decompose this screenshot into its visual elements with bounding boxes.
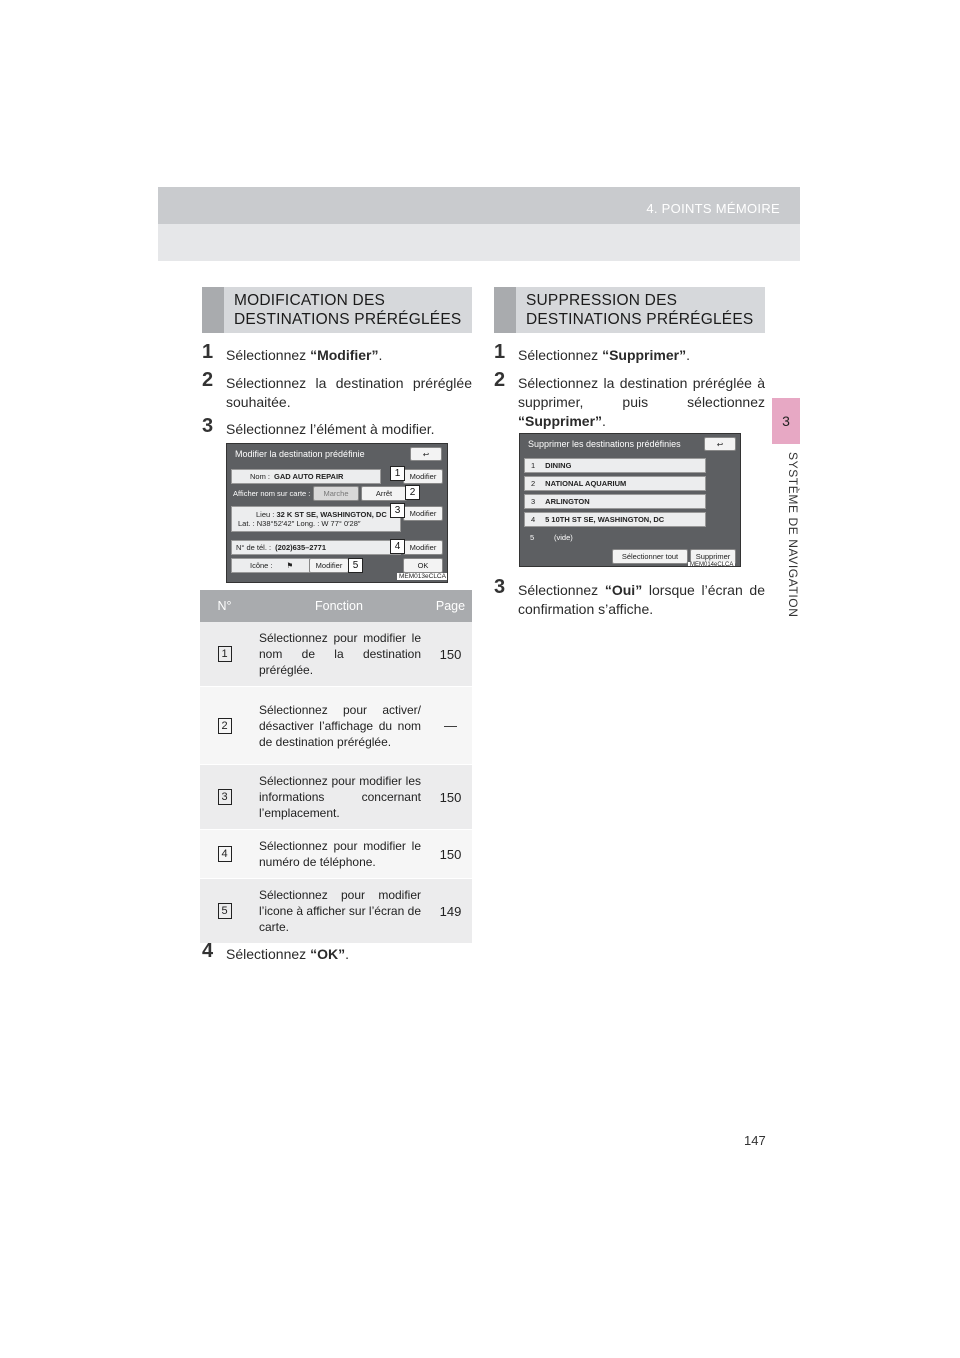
step-4: 4 Sélectionnez “OK”. [202, 940, 349, 962]
col-header-page: Page [429, 590, 472, 622]
list-item[interactable]: 4 5 10TH ST SE, WASHINGTON, DC [524, 512, 706, 527]
chapter-tab-number: 3 [772, 398, 800, 444]
flag-icon: ⚑ [286, 561, 294, 570]
modify-tel-button[interactable]: Modifier [403, 540, 443, 555]
heading-line-1: MODIFICATION DES [234, 292, 386, 309]
image-code: MEM014eCLCA [690, 562, 734, 567]
off-button[interactable]: Arrêt [361, 486, 407, 501]
col-header-function: Fonction [249, 590, 429, 622]
place-row[interactable]: Lieu : 32 K ST SE, WASHINGTON, DC Lat. : N38°52′42″ Long. : W 77° 0′28″ [231, 506, 401, 532]
select-all-button[interactable]: Sélectionner tout [612, 549, 688, 564]
icon-row[interactable]: Icône : ⚑ [231, 558, 353, 573]
callout-5: 5 [348, 558, 363, 573]
header-band-lower [158, 224, 800, 261]
modify-place-button[interactable]: Modifier [403, 506, 443, 521]
on-button[interactable]: Marche [313, 486, 359, 501]
back-icon[interactable]: ↩ [704, 437, 736, 451]
back-icon[interactable]: ↩ [410, 447, 442, 461]
list-item[interactable]: 3 ARLINGTON [524, 494, 706, 509]
modify-name-button[interactable]: Modifier [403, 469, 443, 484]
heading-line-1: SUPPRESSION DES [526, 292, 678, 309]
col-header-no: N° [200, 590, 249, 622]
list-item[interactable]: 2 NATIONAL AQUARIUM [524, 476, 706, 491]
table-row: 3 Sélectionnez pour modifier les informations concernant l’emplacement. 150 [200, 765, 472, 830]
callout-2: 2 [405, 485, 420, 500]
section-heading-delete [494, 287, 765, 333]
table-row: 5 Sélectionnez pour modifier l’icone à afficher sur l’écran de carte. 149 [200, 879, 472, 944]
tel-row[interactable]: N° de tél. : (202)635–2771 [231, 540, 401, 555]
step-1-delete: 1 Sélectionnez “Supprimer”. [494, 341, 690, 363]
heading-line-2: DESTINATIONS PRÉRÉGLÉES [526, 311, 754, 328]
callout-3: 3 [390, 503, 405, 518]
page-number: 147 [744, 1133, 766, 1148]
section-heading-modify [202, 287, 472, 333]
step-3: 3 Sélectionnez l’élément à modifier. [202, 415, 435, 437]
delete-button[interactable]: Supprimer [690, 549, 736, 564]
table-row: 1 Sélectionnez pour modifier le nom de la destination préréglée. 150 [200, 622, 472, 687]
callout-4: 4 [390, 539, 405, 554]
modify-icon-button[interactable]: Modifier [309, 558, 349, 573]
callout-1: 1 [390, 466, 405, 481]
table-row: 4 Sélectionnez pour modifier le numéro de téléphone. 150 [200, 830, 472, 879]
chapter-tab-label: SYSTÈME DE NAVIGATION [786, 452, 800, 618]
header-band [158, 187, 800, 224]
step-3-delete: 3 Sélectionnez “Oui” lorsque l’écran de confirmation s’affiche. [494, 576, 765, 617]
table-row: 2 Sélectionnez pour activer/ désactiver l’affichage du nom de destination préréglée. — [200, 687, 472, 765]
step-1: 1 Sélectionnez “Modifier”. [202, 341, 383, 363]
list-item[interactable]: 1 DINING [524, 458, 706, 473]
image-code: MEM013eCLCA [399, 573, 446, 580]
heading-line-2: DESTINATIONS PRÉRÉGLÉES [234, 311, 462, 328]
delete-screen-image: Supprimer les destinations prédéfinies ↩ 1 DINING 2 NATIONAL AQUARIUM 3 ARLINGTON 4 5 10TH ST SE, WASHINGTON, DC 5 (vide) Sélectionner tout Supprimer MEM014eCLCA [519, 433, 741, 567]
name-row[interactable]: Nom : GAD AUTO REPAIR [231, 469, 381, 484]
chapter-title: 4. POINTS MÉMOIRE [646, 201, 780, 216]
modify-screen-image: Modifier la destination prédéfinie ↩ Nom : GAD AUTO REPAIR Modifier Afficher nom sur carte : Marche Arrêt Lieu : 32 K ST SE, WASHINGTON, DC Lat. : N38°52′42″ Long. : W 77° 0′28″ Modifier N° de tél. : (202)635–2771 Modifier Icône : ⚑ Modifier OK 1 2 3 4 5 MEM013eCLCA [226, 443, 448, 583]
step-2-delete: 2 Sélectionnez la destination préréglée à supprimer, puis sélectionnez “Supprimer”. [494, 369, 765, 429]
step-2: 2 Sélectionnez la destination préréglée souhaitée. [202, 369, 472, 410]
function-table [200, 590, 472, 944]
ok-button[interactable]: OK [403, 558, 443, 573]
